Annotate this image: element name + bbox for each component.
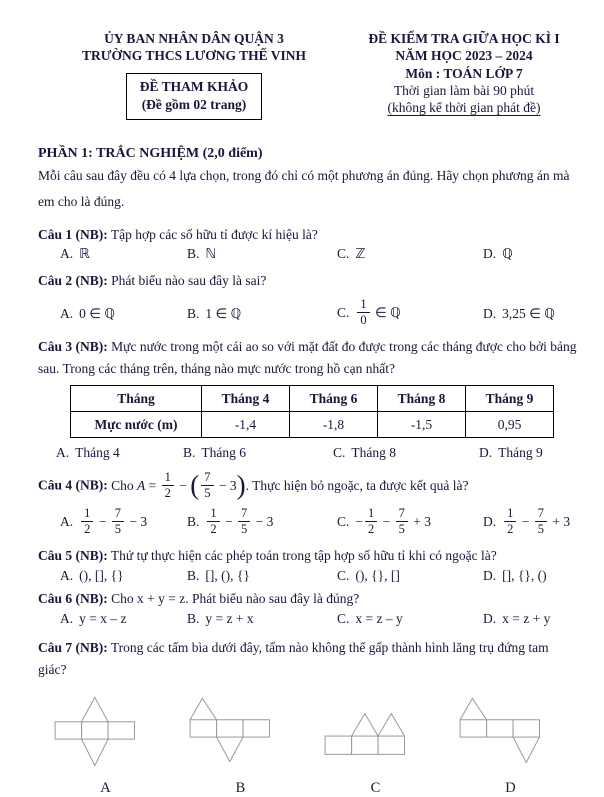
question-2-text: Phát biểu nào sau đây là sai? xyxy=(111,273,267,289)
question-6-options xyxy=(38,611,578,627)
prism-net-figure-a xyxy=(49,694,163,772)
reference-exam-box xyxy=(126,73,263,120)
option-b: B. y = z + x xyxy=(187,610,254,626)
question-3-label: Câu 3 (NB): xyxy=(38,339,108,355)
option-a: A. ℝ xyxy=(60,246,90,262)
question-5 xyxy=(38,545,578,567)
option-d: D. Tháng 9 xyxy=(479,445,543,461)
option-a: A. y = x – z xyxy=(60,610,127,626)
option-d: D. 3,25 ∈ ℚ xyxy=(483,305,555,321)
prism-net-figure-c xyxy=(319,694,433,772)
option-a: A. 0 ∈ ℚ xyxy=(60,305,116,321)
option-c: C. x = z – y xyxy=(337,610,403,626)
option-b: B. [], (), {} xyxy=(187,567,250,583)
question-5-text: Thứ tự thực hiện các phép toán trong tập hợp số hữu tỉ khi có ngoặc là? xyxy=(110,548,497,564)
reference-exam-title: ĐỀ THAM KHẢO xyxy=(139,78,249,94)
option-b: B. Tháng 6 xyxy=(183,445,247,461)
duration-line: Thời gian làm bài 90 phút xyxy=(393,82,535,98)
exam-title: ĐỀ KIỂM TRA GIỮA HỌC KÌ I xyxy=(368,31,560,46)
question-4-options xyxy=(38,508,578,537)
option-d: D. x = z + y xyxy=(483,610,551,626)
exam-header xyxy=(38,30,578,120)
option-d: D. ℚ xyxy=(483,246,513,262)
question-7-figures xyxy=(38,694,578,772)
question-1-text: Tập hợp các số hữu tỉ được kí hiệu là? xyxy=(110,226,318,242)
option-d: D. [], {}, () xyxy=(483,567,547,583)
question-2 xyxy=(38,270,578,292)
duration-note xyxy=(350,99,578,116)
option-d: D. $\frac{1}{2}$ − $\frac{7}{5}$ + 3 xyxy=(483,506,571,536)
subject-line: Môn : TOÁN LỚP 7 xyxy=(405,65,523,81)
part1-intro: Mỗi câu sau đây đều có 4 lựa chọn, trong đó chỉ có một phương án đúng. Hãy chọn phương án mà em cho là đúng. xyxy=(38,167,570,210)
question-5-options xyxy=(38,568,578,584)
water-level-table xyxy=(70,385,554,438)
question-4-text: Cho A = $\frac{1}{2}$ − ( $\frac{7}{5}$ − 3). Thực hiện bỏ ngoặc, ta được kết quả là? xyxy=(111,470,469,501)
question-6-text: Cho x + y = z. Phát biểu nào sau đây là đúng? xyxy=(111,590,360,606)
question-2-label: Câu 2 (NB): xyxy=(38,273,108,289)
option-c: C. Tháng 8 xyxy=(333,445,397,461)
question-1-options xyxy=(38,246,578,262)
school-year: NĂM HỌC 2023 – 2024 xyxy=(395,48,533,64)
reference-exam-pages: (Đề gồm 02 trang) xyxy=(141,96,247,112)
option-a: A. (), [], {} xyxy=(60,567,124,583)
header-right-block xyxy=(350,30,578,120)
question-7-figure-labels xyxy=(38,780,578,797)
district-line: ỦY BAN NHÂN DÂN QUẬN 3 xyxy=(104,31,284,46)
prism-net-figure-b xyxy=(184,694,298,772)
option-c: C. (), {}, [] xyxy=(337,567,400,583)
option-b: B. 1 ∈ ℚ xyxy=(187,305,242,321)
option-b: B. $\frac{1}{2}$ − $\frac{7}{5}$ − 3 xyxy=(187,506,274,536)
figure-label-d: D xyxy=(505,780,516,797)
table-header-row: Tháng Tháng 4 Tháng 6 Tháng 8 Tháng 9 xyxy=(71,386,554,412)
prism-net-figure-d xyxy=(454,694,568,772)
figure-label-a: A xyxy=(100,780,111,797)
question-6 xyxy=(38,588,578,610)
question-4 xyxy=(38,472,578,501)
question-3-options xyxy=(38,445,578,461)
question-5-label: Câu 5 (NB): xyxy=(38,548,108,564)
question-1-label: Câu 1 (NB): xyxy=(38,226,108,242)
school-line: TRƯỜNG THCS LƯƠNG THẾ VINH xyxy=(81,48,307,64)
header-left-block xyxy=(38,30,350,120)
figure-label-c: C xyxy=(370,780,381,797)
question-1 xyxy=(38,224,578,246)
question-7-text: Trong các tấm bìa dưới đây, tấm nào không thể gấp thành hình lăng trụ đứng tam giác? xyxy=(38,639,549,677)
question-7 xyxy=(38,637,578,681)
part1-title: PHẦN 1: TRẮC NGHIỆM (2,0 điểm) xyxy=(38,145,263,161)
duration-note-text: (không kể thời gian phát đề) xyxy=(387,100,541,116)
option-c: C. ℤ xyxy=(337,246,366,262)
table-value-row: Mực nước (m) -1,4 -1,8 -1,5 0,95 xyxy=(71,412,554,438)
question-4-label: Câu 4 (NB): xyxy=(38,477,108,493)
question-3 xyxy=(38,336,578,380)
question-7-label: Câu 7 (NB): xyxy=(38,639,108,655)
option-a: A. Tháng 4 xyxy=(56,445,120,461)
question-6-label: Câu 6 (NB): xyxy=(38,590,108,606)
question-2-options xyxy=(38,299,578,328)
option-b: B. ℕ xyxy=(187,246,217,262)
option-c: C. − $\frac{1}{2}$ − $\frac{7}{5}$ + 3 xyxy=(337,506,432,536)
option-a: A. $\frac{1}{2}$ − $\frac{7}{5}$ − 3 xyxy=(60,506,148,536)
option-c: C. $\frac{1}{0}$ ∈ ℚ xyxy=(337,297,401,327)
figure-label-b: B xyxy=(235,780,246,797)
question-3-text: Mực nước trong một cái ao so với mặt đất đo được trong các tháng được cho bởi bảng sau. Trong các tháng trên, tháng nào mực nước trong hồ cạn nhất? xyxy=(38,339,577,377)
